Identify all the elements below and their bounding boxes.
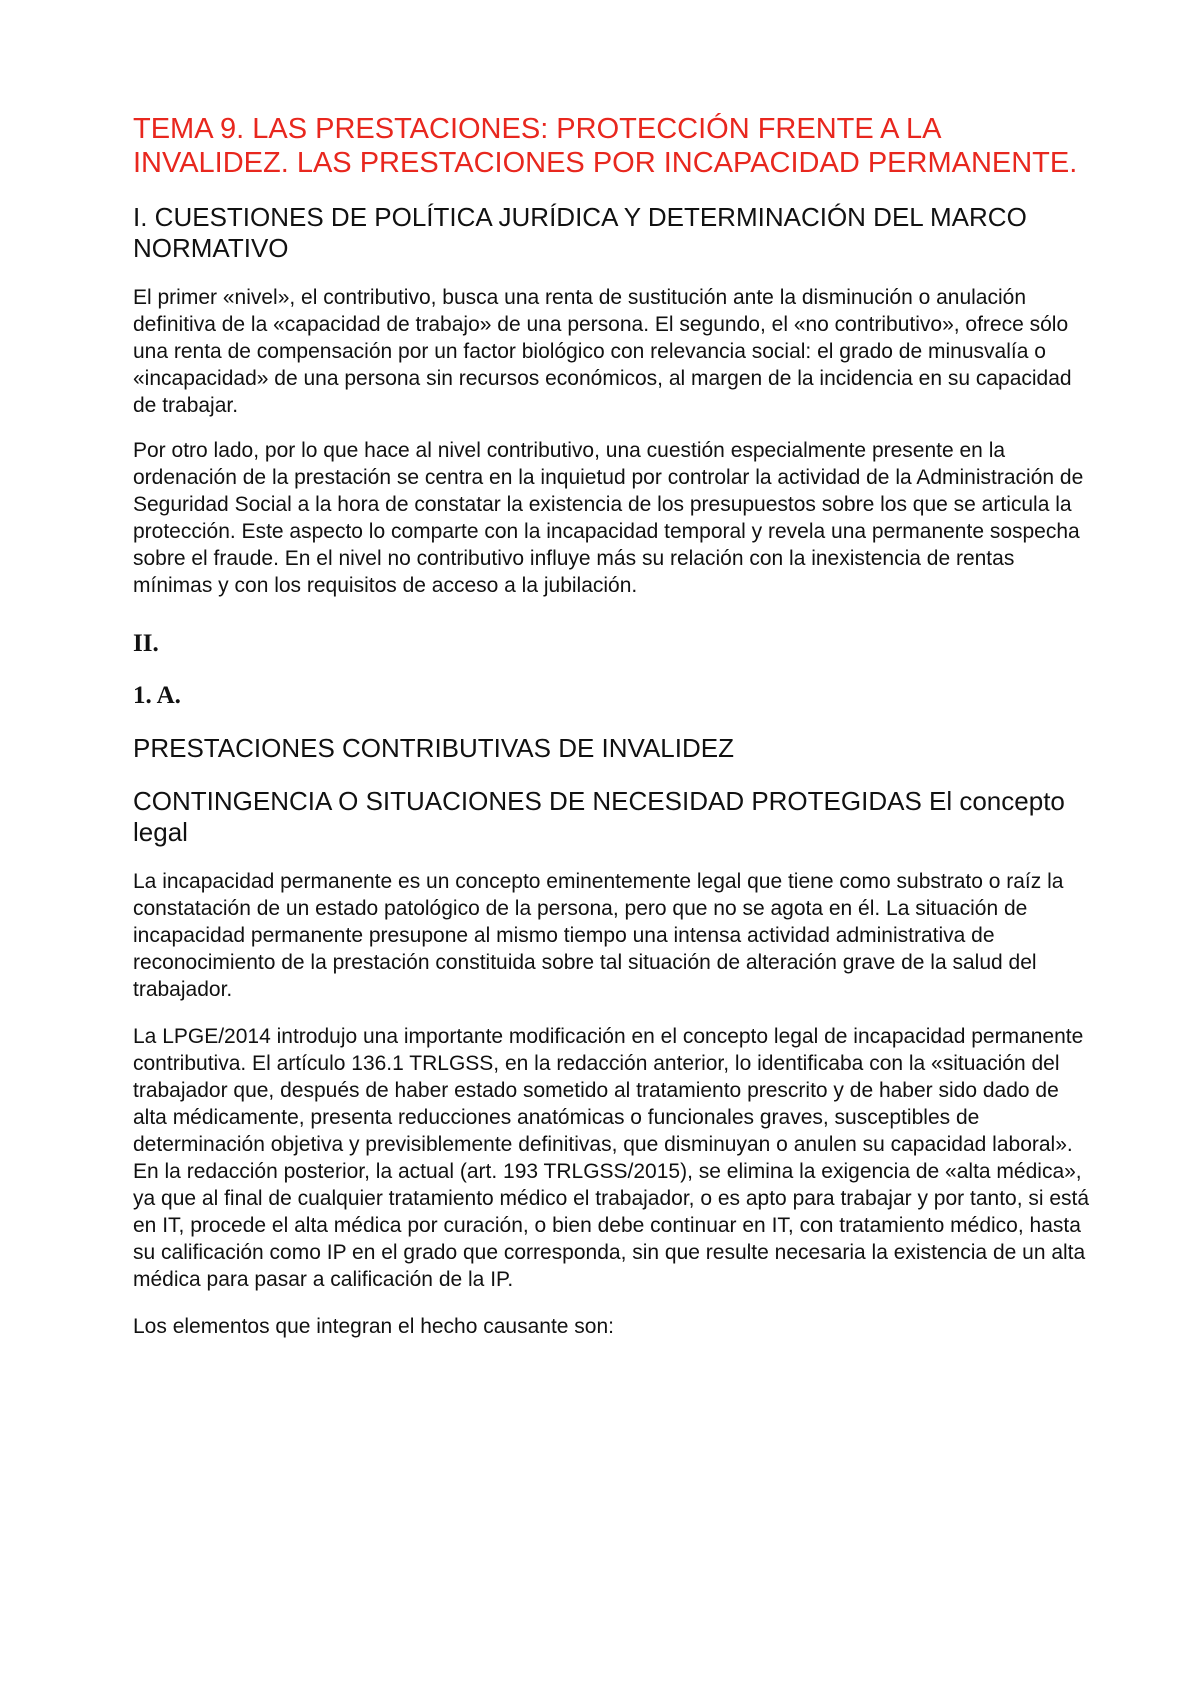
document-title: TEMA 9. LAS PRESTACIONES: PROTECCIÓN FRENTE A LA INVALIDEZ. LAS PRESTACIONES POR INCAPACIDAD PERMANENTE.	[133, 113, 1078, 179]
section-heading-prestaciones-contributivas: PRESTACIONES CONTRIBUTIVAS DE INVALIDEZ	[133, 733, 734, 763]
section-heading-marco-normativo: I. CUESTIONES DE POLÍTICA JURÍDICA Y DETERMINACIÓN DEL MARCO NORMATIVO	[133, 202, 1027, 263]
paragraph-nivel-contributivo: Por otro lado, por lo que hace al nivel contributivo, una cuestión especialmente presente en la ordenación de la prestación se centra en la inquietud por controlar la actividad de la Administración de Seguridad Social a la hora de constatar la existencia de los presupuestos sobre los que se articula la protección. Este aspecto lo comparte con la incapacidad temporal y revela una permanente sospecha sobre el fraude. En el nivel no contributivo influye más su relación con la inexistencia de rentas mínimas y con los requisitos de acceso a la jubilación.	[133, 439, 1084, 597]
section-heading-contingencia: CONTINGENCIA O SITUACIONES DE NECESIDAD PROTEGIDAS El concepto legal	[133, 786, 1065, 847]
section-number-ii: II.	[133, 630, 159, 657]
document-page	[133, 112, 1093, 1340]
paragraph-concepto-incapacidad: La incapacidad permanente es un concepto eminentemente legal que tiene como substrato o raíz la constatación de un estado patológico de la persona, pero que no se agota en él. La situación de incapacidad permanente presupone al mismo tiempo una intensa actividad administrativa de reconocimiento de la prestación constituida sobre tal situación de alteración grave de la salud del trabajador.	[133, 870, 1064, 1001]
paragraph-hecho-causante: Los elementos que integran el hecho causante son:	[133, 1315, 615, 1338]
subsection-number-1a: 1. A.	[133, 682, 181, 709]
paragraph-lpge-2014: La LPGE/2014 introdujo una importante modificación en el concepto legal de incapacidad permanente contributiva. El artículo 136.1 TRLGSS, en la redacción anterior, lo identificaba con la «situación del trabajador que, después de haber estado sometido al tratamiento prescrito y de haber sido dado de alta médicamente, presenta reducciones anatómicas o funcionales graves, susceptibles de determinación objetiva y previsiblemente definitivas, que disminuyan o anulen su capacidad laboral». En la redacción posterior, la actual (art. 193 TRLGSS/2015), se elimina la exigencia de «alta médica», ya que al final de cualquier tratamiento médico el trabajador, o es apto para trabajar y por tanto, si está en IT, procede el alta médica por curación, o bien debe continuar en IT, con tratamiento médico, hasta su calificación como IP en el grado que corresponda, sin que resulte necesaria la existencia de un alta médica para pasar a calificación de la IP.	[133, 1025, 1090, 1291]
paragraph-niveles: El primer «nivel», el contributivo, busca una renta de sustitución ante la disminución o anulación definitiva de la «capacidad de trabajo» de una persona. El segundo, el «no contributivo», ofrece sólo una renta de compensación por un factor biológico con relevancia social: el grado de minusvalía o «incapacidad» de una persona sin recursos económicos, al margen de la incidencia en su capacidad de trabajar.	[133, 286, 1072, 417]
